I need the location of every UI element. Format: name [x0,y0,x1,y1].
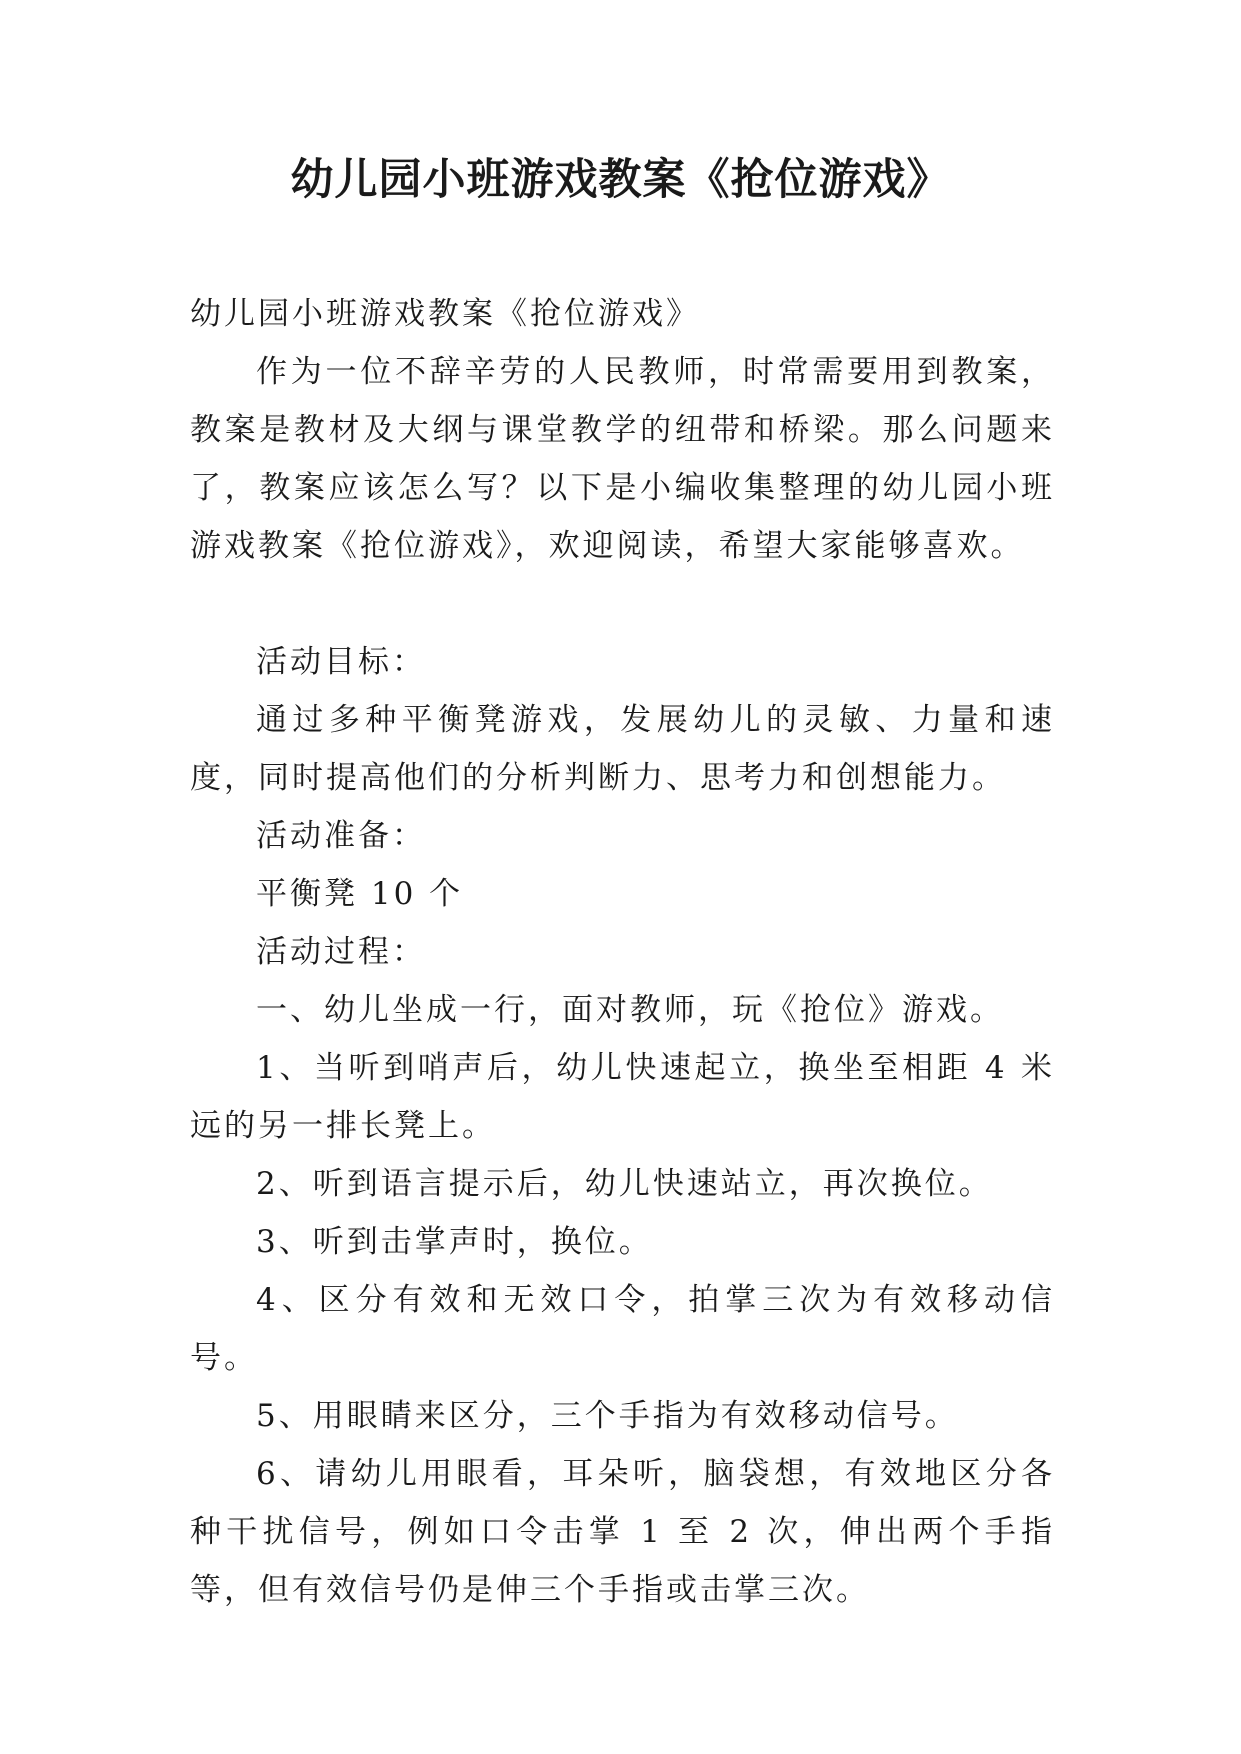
goal-paragraph: 通过多种平衡凳游戏，发展幼儿的灵敏、力量和速度，同时提高他们的分析判断力、思考力和创想能力。 [190,702,1055,796]
document-body [190,285,1055,1619]
process-intro: 一、幼儿坐成一行，面对教师，玩《抢位》游戏。 [256,992,1004,1028]
goal-heading: 活动目标： [256,644,426,680]
step-item: 6、请幼儿用眼看，耳朵听，脑袋想，有效地区分各种干扰信号，例如口令击掌 1 至 2 次，伸出两个手指等，但有效信号仍是伸三个手指或击掌三次。 [190,1456,1055,1608]
step-item: 2、听到语言提示后，幼儿快速站立，再次换位。 [256,1166,993,1202]
document-subtitle: 幼儿园小班游戏教案《抢位游戏》 [190,296,700,332]
step-item: 3、听到击掌声时，换位。 [256,1224,653,1260]
step-item: 1、当听到哨声后，幼儿快速起立，换坐至相距 4 米远的另一排长凳上。 [190,1050,1055,1144]
prep-heading: 活动准备： [256,818,426,854]
process-heading: 活动过程： [256,934,426,970]
step-item: 4、区分有效和无效口令，拍掌三次为有效移动信号。 [190,1282,1055,1376]
paragraph-spacer [190,575,1055,633]
prep-paragraph: 平衡凳 10 个 [256,876,464,912]
intro-paragraph: 作为一位不辞辛劳的人民教师，时常需要用到教案，教案是教材及大纲与课堂教学的纽带和桥梁。那么问题来了，教案应该怎么写？以下是小编收集整理的幼儿园小班游戏教案《抢位游戏》，欢迎阅读，希望大家能够喜欢。 [190,354,1055,564]
step-item: 5、用眼睛来区分，三个手指为有效移动信号。 [256,1398,959,1434]
document-title: 幼儿园小班游戏教案《抢位游戏》 [290,155,951,205]
